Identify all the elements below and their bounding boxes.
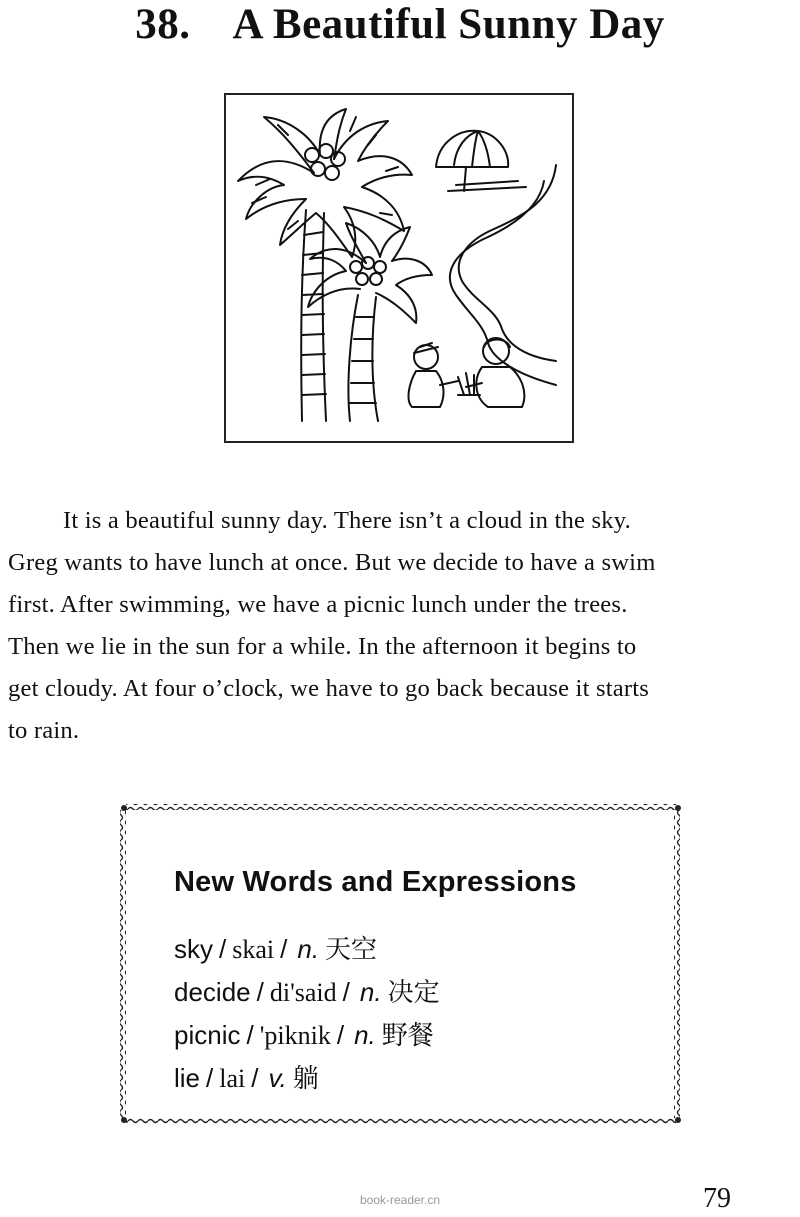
lesson-title-text: A Beautiful Sunny Day (232, 1, 665, 48)
slash-separator: / (219, 934, 227, 964)
river-icon (450, 165, 556, 385)
slash-separator: / (280, 934, 288, 964)
slash-separator: / (256, 977, 264, 1007)
beach-umbrella-icon (436, 131, 526, 191)
vocab-meaning: 决定 (387, 978, 440, 1008)
vocabulary-list (174, 928, 440, 1100)
story-line: Then we lie in the sun for a while. In the afternoon it begins to (8, 633, 637, 660)
illustration-drawing (226, 95, 572, 441)
vocab-part-of-speech: n. (297, 934, 320, 964)
slash-separator: / (342, 977, 350, 1007)
vocab-word: decide (174, 977, 251, 1007)
vocab-part-of-speech: n. (354, 1020, 376, 1050)
story-line: Greg wants to have lunch at once. But we decide to have a swim (8, 549, 656, 576)
palm-tree-icon-2 (308, 223, 432, 421)
story-text (8, 500, 796, 752)
vocab-phonetic: skai (232, 935, 275, 964)
vocabulary-box (118, 800, 684, 1130)
lesson-number: 38. (135, 1, 191, 48)
story-line: It is a beautiful sunny day. There isn’t a cloud in the sky. (63, 507, 631, 534)
slash-separator: / (251, 1063, 259, 1093)
vocab-meaning: 躺 (292, 1064, 319, 1094)
children-picnic-icon (409, 338, 525, 407)
illustration (224, 93, 574, 443)
slash-separator: / (206, 1063, 214, 1093)
watermark: book-reader.cn (359, 1193, 441, 1207)
story-line: get cloudy. At four o’clock, we have to go back because it starts (8, 675, 650, 702)
vocab-phonetic: di'said (269, 978, 337, 1007)
story-line: to rain. (8, 717, 80, 744)
story-line: first. After swimming, we have a picnic lunch under the trees. (8, 591, 628, 618)
vocab-meaning: 野餐 (381, 1021, 434, 1051)
vocabulary-entry (174, 971, 440, 1014)
vocab-word: sky (174, 934, 213, 964)
page-number: 79 (703, 1183, 731, 1214)
vocabulary-heading: New Words and Expressions (174, 866, 577, 898)
vocabulary-entry (174, 928, 440, 971)
vocab-phonetic: 'piknik (259, 1021, 331, 1050)
vocab-part-of-speech: v. (268, 1063, 287, 1093)
vocabulary-entry (174, 1057, 440, 1100)
vocab-part-of-speech: n. (359, 977, 382, 1007)
slash-separator: / (336, 1020, 345, 1050)
vocab-phonetic: lai (219, 1064, 246, 1093)
vocabulary-entry (174, 1014, 440, 1057)
vocab-word: lie (174, 1063, 201, 1093)
lesson-title (0, 0, 800, 50)
slash-separator: / (246, 1020, 254, 1050)
vocab-word: picnic (174, 1020, 241, 1050)
vocab-meaning: 天空 (325, 935, 378, 965)
